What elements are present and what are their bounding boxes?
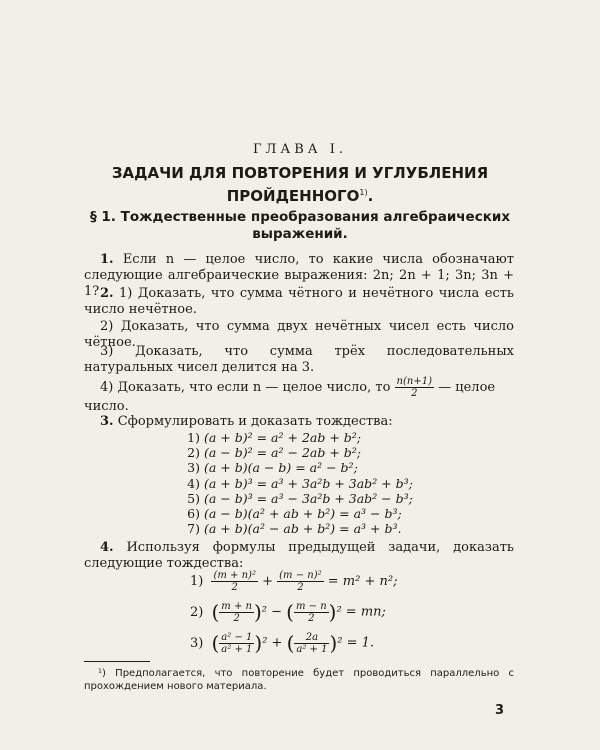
identity-number: 3) [190, 635, 204, 651]
problem-2-part-1 [84, 286, 514, 318]
problem-2-text: 1) Доказать, что сумма чётного и нечётного числа есть число нечётное. [84, 286, 514, 317]
fraction-numerator: m + n [221, 600, 252, 612]
problem-4 [84, 540, 514, 572]
right-paren: ) [253, 600, 262, 624]
right-paren: ) [254, 631, 263, 655]
identity-row [178, 445, 508, 460]
identity-number: 7) [187, 521, 200, 537]
fraction-denominator: 2 [297, 582, 304, 593]
section-heading-line2: выражений. [252, 226, 348, 242]
problem-2-part-3-text: 3) Доказать, что сумма трёх последовательных натуральных чисел делится на 3. [84, 344, 514, 375]
fraction-numerator: n(n+1) [396, 376, 432, 387]
identity-number: 3) [187, 460, 200, 476]
identity-middle: ² − [261, 604, 287, 620]
left-paren: ( [211, 600, 220, 624]
identity-middle: ² + [262, 635, 287, 651]
problem-3-number: 3. [100, 414, 114, 429]
identity-number: 4) [187, 475, 200, 491]
section-heading-line1: § 1. Тождественные преобразования алгебраических [89, 209, 511, 225]
fraction-numerator: (m + n)² [213, 570, 256, 581]
chapter-title [60, 164, 540, 206]
identity-expression: (a − b)³ = a³ − 3a²b + 3ab² − b³; [204, 490, 413, 506]
chapter-title-line2: ПРОЙДЕННОГО$^{1)}$. [226, 187, 374, 205]
right-paren: ) [329, 631, 338, 655]
fraction-numerator: m − n [295, 600, 327, 612]
problem-2-number: 2. [100, 286, 114, 301]
problem-4-number: 4. [100, 540, 114, 555]
problem-2-part-4-pre: 4) Доказать, что если n — целое число, то [100, 380, 391, 395]
footnote-text: Предполагается, что повторение будет проводиться параллельно с прохождением нового материала. [84, 668, 514, 692]
footnote-divider [84, 661, 150, 662]
fraction-denominator: 2 [308, 612, 315, 624]
identity-row [178, 460, 508, 475]
fraction-denominator: a² + 1 [296, 643, 328, 655]
problem-2-part-3 [84, 344, 514, 376]
identity-rhs: ² = 1. [337, 635, 375, 651]
identity-expression: (a + b)² = a² + 2ab + b²; [204, 430, 361, 445]
identity-expression: (a − b)(a² + ab + b²) = a³ − b³; [204, 506, 402, 522]
chapter-heading: ГЛАВА I. [252, 142, 348, 157]
fraction-numerator: (m − n)² [279, 570, 322, 581]
fraction-denominator: 2 [411, 388, 418, 399]
problem-4-identity-1 [190, 570, 397, 593]
identity-row [178, 506, 508, 521]
left-paren: ( [286, 600, 294, 624]
left-paren: ( [286, 631, 295, 655]
problem-2-part-4-tail: число. [84, 399, 129, 414]
fraction [294, 601, 329, 624]
fraction [211, 570, 257, 593]
problem-1-number: 1. [100, 252, 114, 267]
identity-list [178, 430, 508, 536]
fraction [219, 601, 254, 624]
section-heading [60, 209, 540, 243]
problem-1-text: Если n — целое число, то какие числа обозначают следующие алгебраические выражения: 2n; 2n + 1; 3n; 3n + 1? [84, 252, 515, 299]
problem-2-part-4-post: — целое [438, 380, 496, 395]
identity-number: 2) [190, 604, 204, 620]
identity-number: 5) [187, 490, 200, 506]
page-number: 3 [495, 703, 505, 718]
identity-expression: (a − b)² = a² − 2ab + b²; [204, 445, 361, 461]
problem-3-text: Сформулировать и доказать тождества: [117, 414, 393, 429]
identity-row [178, 521, 508, 536]
identity-number: 6) [187, 506, 200, 522]
problem-4-identity-3 [190, 631, 374, 655]
footnote [84, 667, 514, 693]
identity-expression: (a + b)³ = a³ + 3a²b + 3ab² + b³; [204, 475, 413, 491]
fraction-denominator: 2 [233, 612, 240, 624]
fraction-denominator: a² + 1 [221, 643, 253, 655]
identity-expression: (a + b)(a² − ab + b²) = a³ + b³. [204, 521, 402, 537]
fraction-n-n-plus-1-over-2 [395, 376, 434, 399]
identity-number: 2) [187, 445, 200, 461]
identity-row [178, 491, 508, 506]
chapter-title-line1: ЗАДАЧИ ДЛЯ ПОВТОРЕНИЯ И УГЛУБЛЕНИЯ [111, 164, 489, 182]
right-paren: ) [328, 600, 337, 624]
identity-row [178, 476, 508, 491]
identity-number: 1) [187, 430, 200, 445]
left-paren: ( [211, 631, 220, 655]
fraction [219, 632, 254, 655]
footnote-mark: ¹) [98, 668, 106, 679]
identity-row [178, 430, 508, 445]
fraction-numerator: a² − 1 [221, 631, 253, 643]
chapter-title-line2-text: ПРОЙДЕННОГО [226, 187, 360, 205]
footnote-ref: 1) [359, 188, 368, 197]
plus-sign: + [262, 574, 274, 589]
fraction [277, 570, 323, 593]
problem-2-part-2-text: 2) Доказать, что сумма двух нечётных чисел есть число чётное. [84, 319, 514, 350]
fraction-denominator: 2 [231, 582, 238, 593]
problem-2-part-4 [84, 376, 514, 415]
identity-rhs: ² = mn; [336, 604, 386, 620]
identity-number: 1) [190, 574, 204, 589]
problem-4-identity-2 [190, 600, 386, 624]
problem-4-text: Используя формулы предыдущей задачи, доказать следующие тождества: [84, 540, 514, 571]
fraction [294, 632, 329, 655]
identity-rhs: = m² + n²; [327, 574, 398, 589]
problem-3 [84, 414, 514, 430]
fraction-numerator: 2a [294, 632, 329, 644]
identity-expression: (a + b)(a − b) = a² − b²; [204, 460, 358, 476]
